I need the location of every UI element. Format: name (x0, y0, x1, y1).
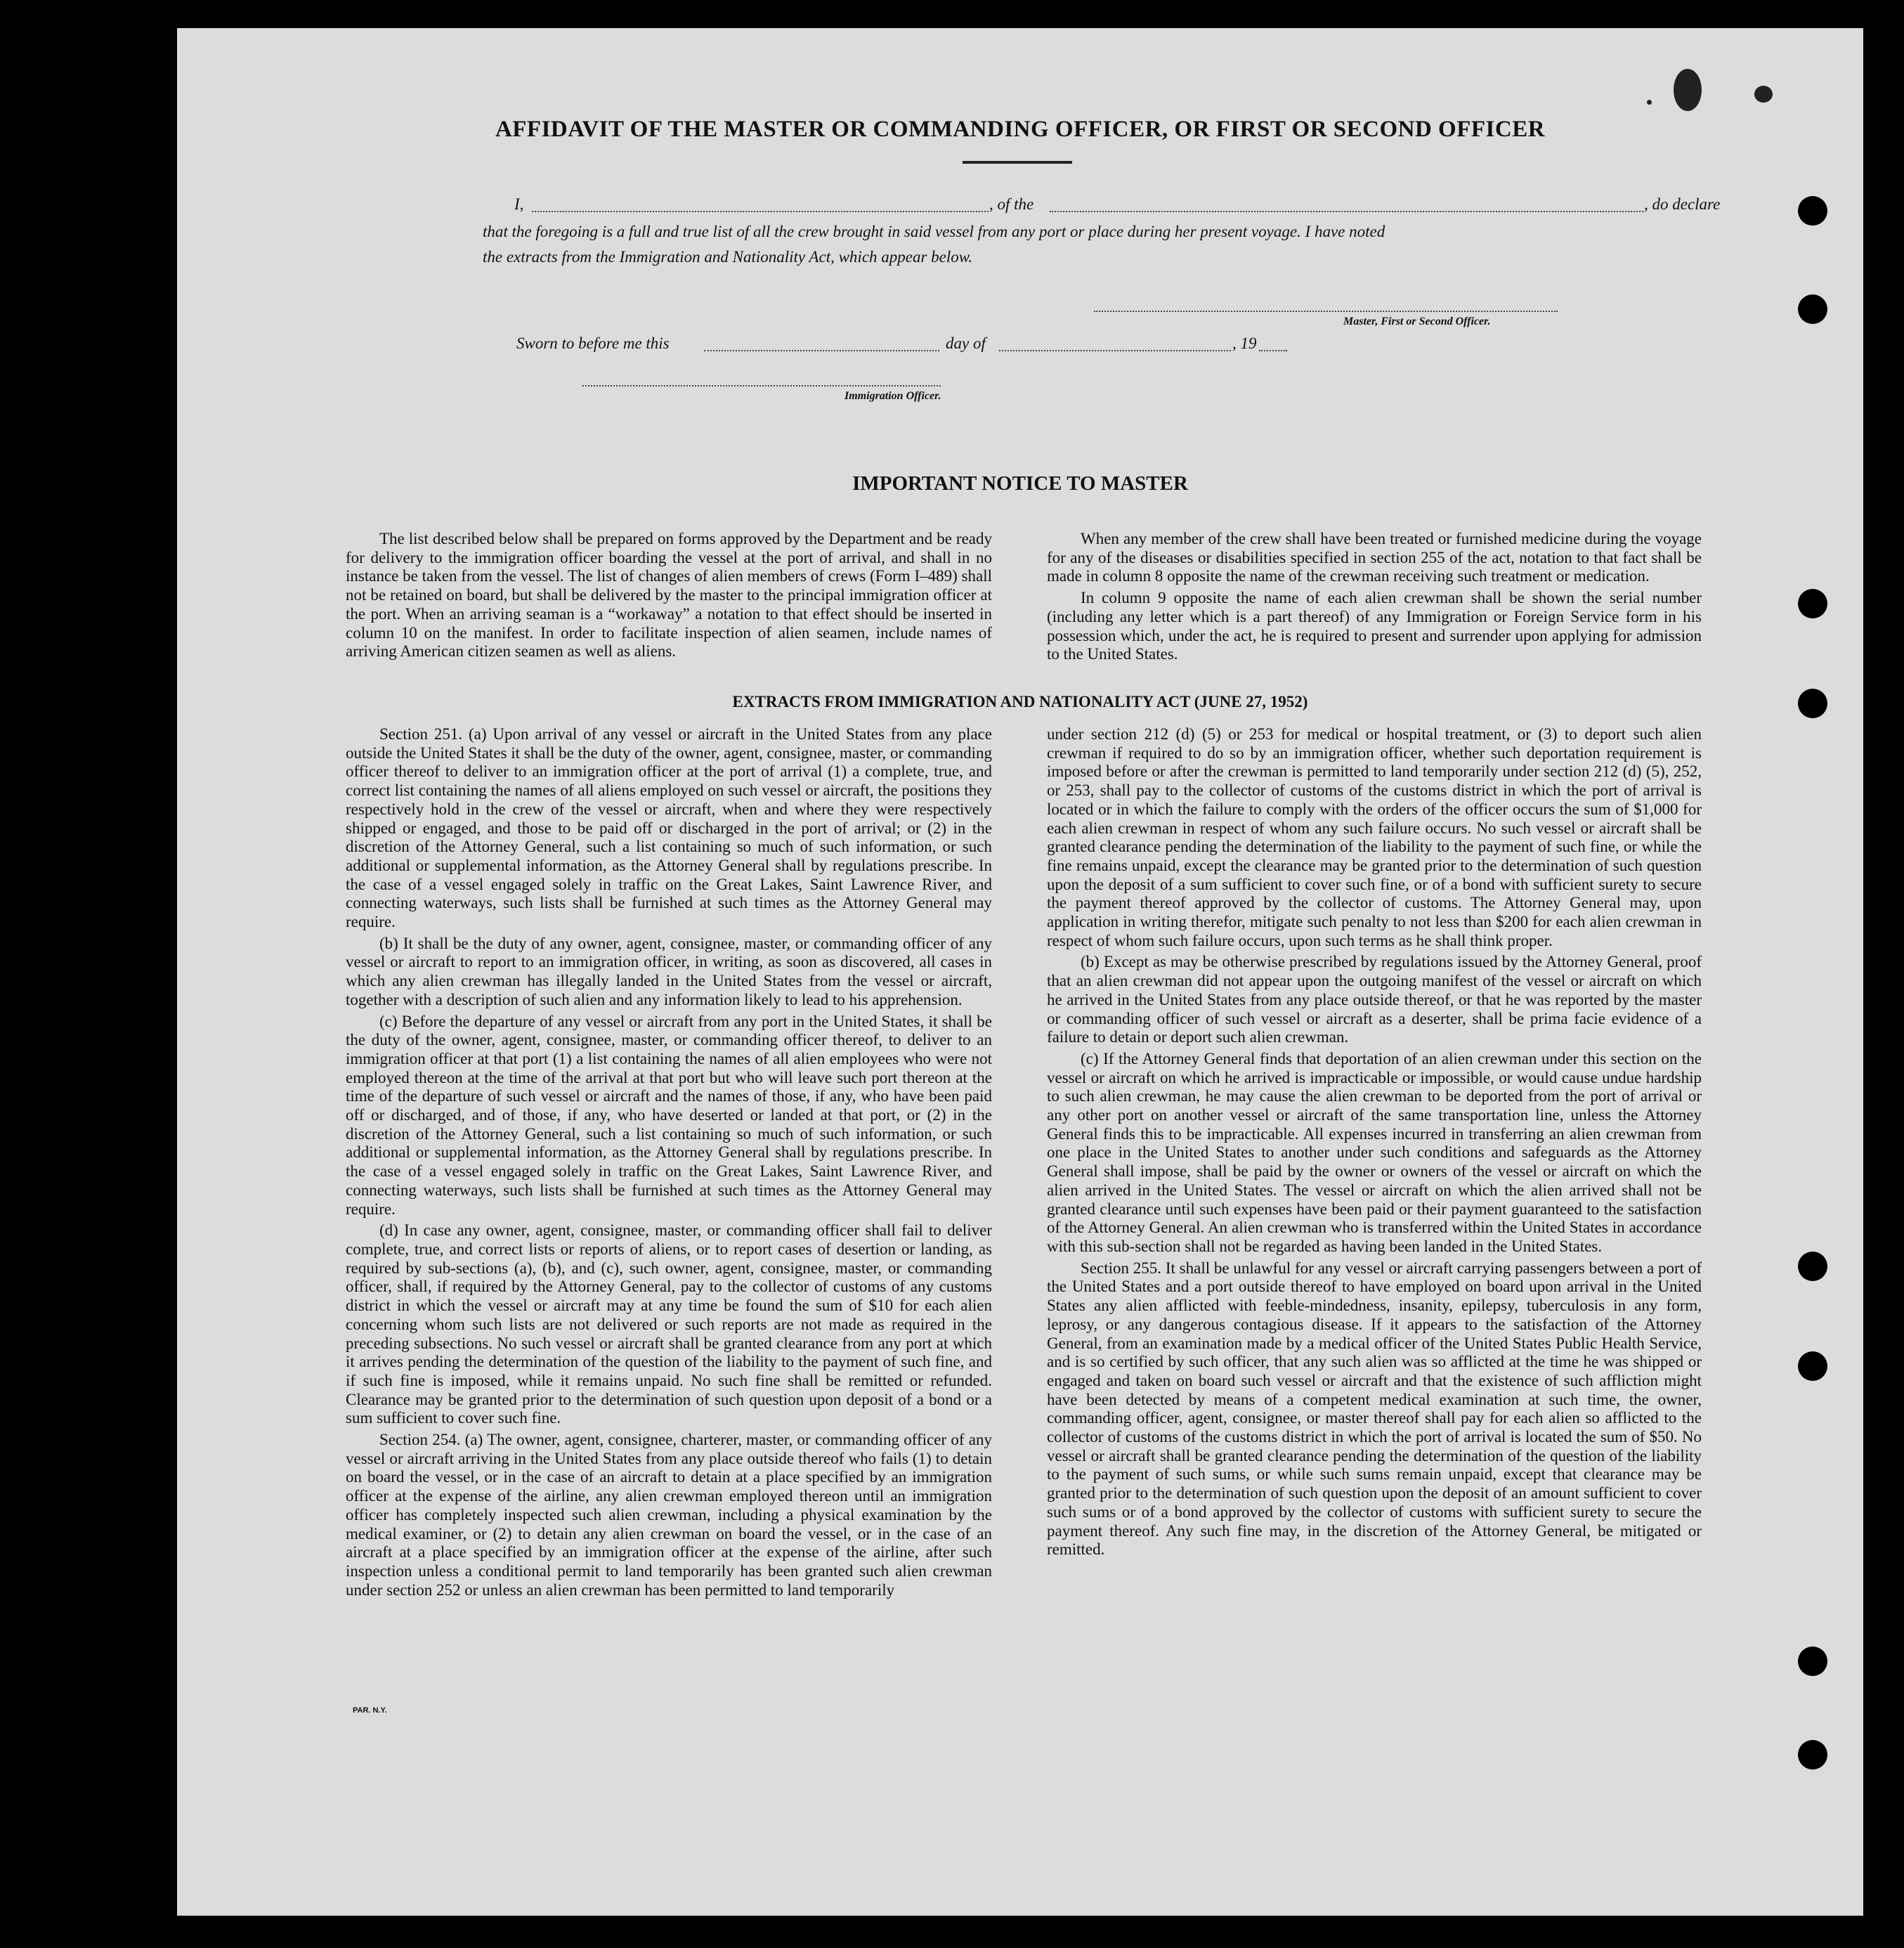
extracts-right-column (1047, 725, 1702, 1559)
vessel-blank-line (1050, 211, 1643, 212)
extracts-title: EXTRACTS FROM IMMIGRATION AND NATIONALITY ACT (JUNE 27, 1952) (732, 693, 1308, 710)
sworn-day-blank (704, 350, 939, 351)
notice-left-column (346, 530, 992, 661)
notice-right-paragraph-2: In column 9 opposite the name of each alien crewman shall be shown the serial number (including any letter which is a part thereof) of any Immigration or Foreign Service form in his possession which, under the act, he is required to present and surrender upon applying for admission to the United States. (1047, 589, 1702, 663)
ink-spot (1754, 86, 1773, 103)
section-251-c: (c) Before the departure of any vessel or aircraft from any port in the United States, it shall be the duty of the owner, agent, consignee, master, or commanding officer thereof, to deliver to an immigration officer at that port (1) a list containing the names of all alien employees who were not employed thereon at the time of the arrival at that port but who will leave such port thereon at the time of the departure of such vessel or aircraft and the names of those, if any, who have been paid off or discharged, and of those, if any, who have deserted or landed at that port, or (2) in the discretion of the Attorney General, such a list containing so much of such information, or such additional or supplemental information, as the Attorney General shall by regulations prescribe. In the case of a vessel engaged solely in traffic on the Great Lakes, Saint Lawrence River, and connecting waterways, such lists shall be furnished at such times as the Attorney General may require. (346, 1012, 992, 1218)
section-254-b: (b) Except as may be otherwise prescribed by regulations issued by the Attorney General, proof that an alien crewman did not appear upon the outgoing manifest of the vessel or aircraft on which he arrived in the United States from any place outside thereof, or that he was reported by the master or commanding officer of such vessel or aircraft as a deserter, shall be prima facie evidence of a failure to detain or deport such alien crewman. (1047, 953, 1702, 1046)
sworn-label: Sworn to before me this (516, 335, 670, 352)
declaration-line-2: the extracts from the Immigration and Nationality Act, which appear below. (483, 248, 973, 266)
title-rule (963, 161, 1072, 164)
notice-title: IMPORTANT NOTICE TO MASTER (852, 472, 1188, 495)
of-the-label: , of the (989, 195, 1034, 213)
section-254-a: Section 254. (a) The owner, agent, consignee, charterer, master, or commanding officer of any vessel or aircraft arriving in the United States from any place outside thereof who fails (1) to detain on board the vessel, or in the case of an aircraft to detain at a place specified by an immigration officer at the expense of the airline, any alien crewman employed thereon until an immigration officer has completely inspected such alien crewman, including a physical examination by the medical examiner, or (2) to detain any alien crewman on board the vessel, or in the case of an aircraft at a place specified by an immigration officer at the expense of the airline, after such inspection unless a conditional permit to land temporarily has been granted such alien crewman under section 252 or unless an alien crewman has been permitted to land temporarily (346, 1431, 992, 1599)
binder-hole (1798, 689, 1827, 718)
section-255: Section 255. It shall be unlawful for any vessel or aircraft carrying passengers between a port of the United States and a port outside thereof to have employed on board upon arrival in the United States any alien afflicted with feeble-mindedness, insanity, epilepsy, tuberculosis in any form, leprosy, or any dangerous contagious disease. If it appears to the satisfaction of the Attorney General, from an examination made by a medical officer of the United States Public Health Service, and is so certified by such officer, that any such alien was so afflicted at the time he was shipped or engaged and taken on board such vessel or aircraft and that the existence of such affliction might have been detected by means of a competent medical examination at such time, the owner, commanding officer, agent, consignee, or master thereof shall pay for each alien so afflicted to the collector of customs of the customs district in which the port of arrival is located the sum of $50. No vessel or aircraft shall be granted clearance pending the determination of the question of the liability to the payment of such sums, or while such sums remain unpaid, except that clearance may be granted prior to the determination of such question upon the deposit of an amount sufficient to cover such sums or of a bond approved by the collector of customs with sufficient surety to secure the payment thereof. Any such fine may, in the discretion of the Attorney General, be mitigated or remitted. (1047, 1259, 1702, 1559)
binder-hole (1798, 589, 1827, 618)
affidavit-title: AFFIDAVIT OF THE MASTER OR COMMANDING OFFICER, OR FIRST OR SECOND OFFICER (495, 117, 1546, 142)
section-254-c: (c) If the Attorney General finds that deportation of an alien crewman under this section on the vessel or aircraft on which he arrived is impracticable or impossible, or would cause undue hardship to such alien crewman, he may cause the alien crewman to be deported from the port of arrival or any other port on another vessel or aircraft of the same transportation line, unless the Attorney General finds this to be impracticable. All expenses incurred in transferring an alien crewman from one place in the United States to another under such conditions and safeguards as the Attorney General shall impose, shall be paid by the owner or owners of the vessel or aircraft on which the alien arrived in the United States. The vessel or aircraft on which the alien arrived shall not be granted clearance until such expenses have been paid or their payment guaranteed to the satisfaction of the Attorney General. An alien crewman who is transferred within the United States in accordance with this sub-section shall not be regarded as having been landed in the United States. (1047, 1049, 1702, 1255)
printer-mark: PAR. N.Y. (353, 1706, 387, 1715)
name-blank-line (532, 211, 989, 212)
notice-right-column (1047, 530, 1702, 664)
binder-hole (1798, 196, 1827, 226)
i-label: I, (514, 195, 524, 213)
year-label: , 19 (1232, 335, 1257, 352)
binder-hole (1798, 1647, 1827, 1676)
notice-right-paragraph-1: When any member of the crew shall have been treated or furnished medicine during the voyage for any of the diseases or disabilities specified in section 255 of the act, notation to that fact shall be made in column 8 opposite the name of the crewman receiving such treatment or medication. (1047, 530, 1702, 585)
officer-signature-line (582, 385, 941, 387)
section-251-b: (b) It shall be the duty of any owner, agent, consignee, master, or commanding officer of any vessel or aircraft to report to an immigration officer, in writing, as soon as discovered, all cases in which any alien crewman has illegally landed in the United States from the vessel or aircraft, together with a description of such alien and any information likely to lead to his apprehension. (346, 934, 992, 1008)
sworn-month-blank (999, 350, 1231, 351)
ink-blot (1674, 69, 1702, 111)
binder-hole (1798, 1252, 1827, 1281)
master-caption: Master, First or Second Officer. (1343, 316, 1491, 327)
master-signature-line (1094, 311, 1558, 312)
binder-hole (1798, 1351, 1827, 1381)
officer-caption: Immigration Officer. (845, 390, 941, 402)
declaration-line-1: that the foregoing is a full and true list of all the crew brought in said vessel from any port or place during her present voyage. I have noted (483, 223, 1385, 240)
section-254-a-continued: under section 212 (d) (5) or 253 for medical or hospital treatment, or (3) to deport such alien crewman if required to do so by an immigration officer, whether such deportation requirement is imposed before or after the crewman is permitted to land temporarily under section 212 (d) (5), 252, or 253, shall pay to the collector of customs of the customs district in which the port of arrival is located or in which the failure to comply with the orders of the officer occurs the sum of $1,000 for each alien crewman in respect of whom any such failure occurs. No such vessel or aircraft shall be granted clearance pending the determination of the liability to the payment of such fine, or while the fine remains unpaid, except the clearance may be granted prior to the determination of such question upon the deposit of a sum sufficient to cover such fine, or of a bond with sufficient surety to secure the payment thereof approved by the collector of customs. The Attorney General may, upon application in writing therefor, mitigate such penalty to not less than $200 for each alien crewman in respect of whom such failure occurs, upon such terms as he shall think proper. (1047, 725, 1702, 949)
year-blank (1259, 350, 1287, 351)
section-251-d: (d) In case any owner, agent, consignee, master, or commanding officer shall fail to deliver complete, true, and correct lists or reports of aliens, or to report cases of desertion or landing, as required by sub-sections (a), (b), and (c), such owner, agent, consignee, master, or commanding officer, shall, if required by the Attorney General, pay to the collector of customs of any customs district in which the vessel or aircraft may at any time be found the sum of $10 for each alien concerning whom such lists are not delivered or such reports are not made as required in the preceding subsections. No such vessel or aircraft shall be granted clearance from any port at which it arrives pending the determination of the question of the liability to the payment of such fine, and if such fine is imposed, while it remains unpaid. No such fine shall be remitted or refunded. Clearance may be granted prior to the determination of such question upon deposit of a bond or a sum sufficient to cover such fine. (346, 1221, 992, 1427)
ink-dot (1647, 100, 1652, 105)
notice-left-paragraph: The list described below shall be prepared on forms approved by the Department and be ready for delivery to the immigration officer boarding the vessel at the port of arrival, and shall in no instance be taken from the vessel. The list of changes of alien members of crews (Form I–489) shall not be retained on board, but shall be delivered by the master to the principal immigration officer at the port. When an arriving seaman is a “workaway” a notation to that effect should be inserted in column 10 on the manifest. In order to facilitate inspection of alien seamen, include names of arriving American citizen seamen as well as aliens. (346, 530, 992, 661)
extracts-left-column (346, 725, 992, 1599)
binder-hole (1798, 294, 1827, 324)
binder-hole (1798, 1740, 1827, 1770)
section-251-a: Section 251. (a) Upon arrival of any vessel or aircraft in the United States from any place outside the United States it shall be the duty of the owner, agent, consignee, master, or commanding officer thereof to deliver to an immigration officer at the port of arrival (1) a complete, true, and correct list containing the names of all aliens employed on such vessel or aircraft, the positions they respectively hold in the crew of the vessel or aircraft, when and where they were respectively shipped or engaged, and those to be paid off or discharged in the port of arrival; or (2) in the discretion of the Attorney General, such a list containing so much of such information, or such additional or supplemental information, as the Attorney General shall by regulations prescribe. In the case of a vessel engaged solely in traffic on the Great Lakes, Saint Lawrence River, and connecting waterways, such lists shall be furnished at such times as the Attorney General may require. (346, 725, 992, 931)
day-of-label: day of (946, 335, 986, 352)
document-page (177, 28, 1863, 1916)
do-declare-label: , do declare (1644, 195, 1721, 213)
